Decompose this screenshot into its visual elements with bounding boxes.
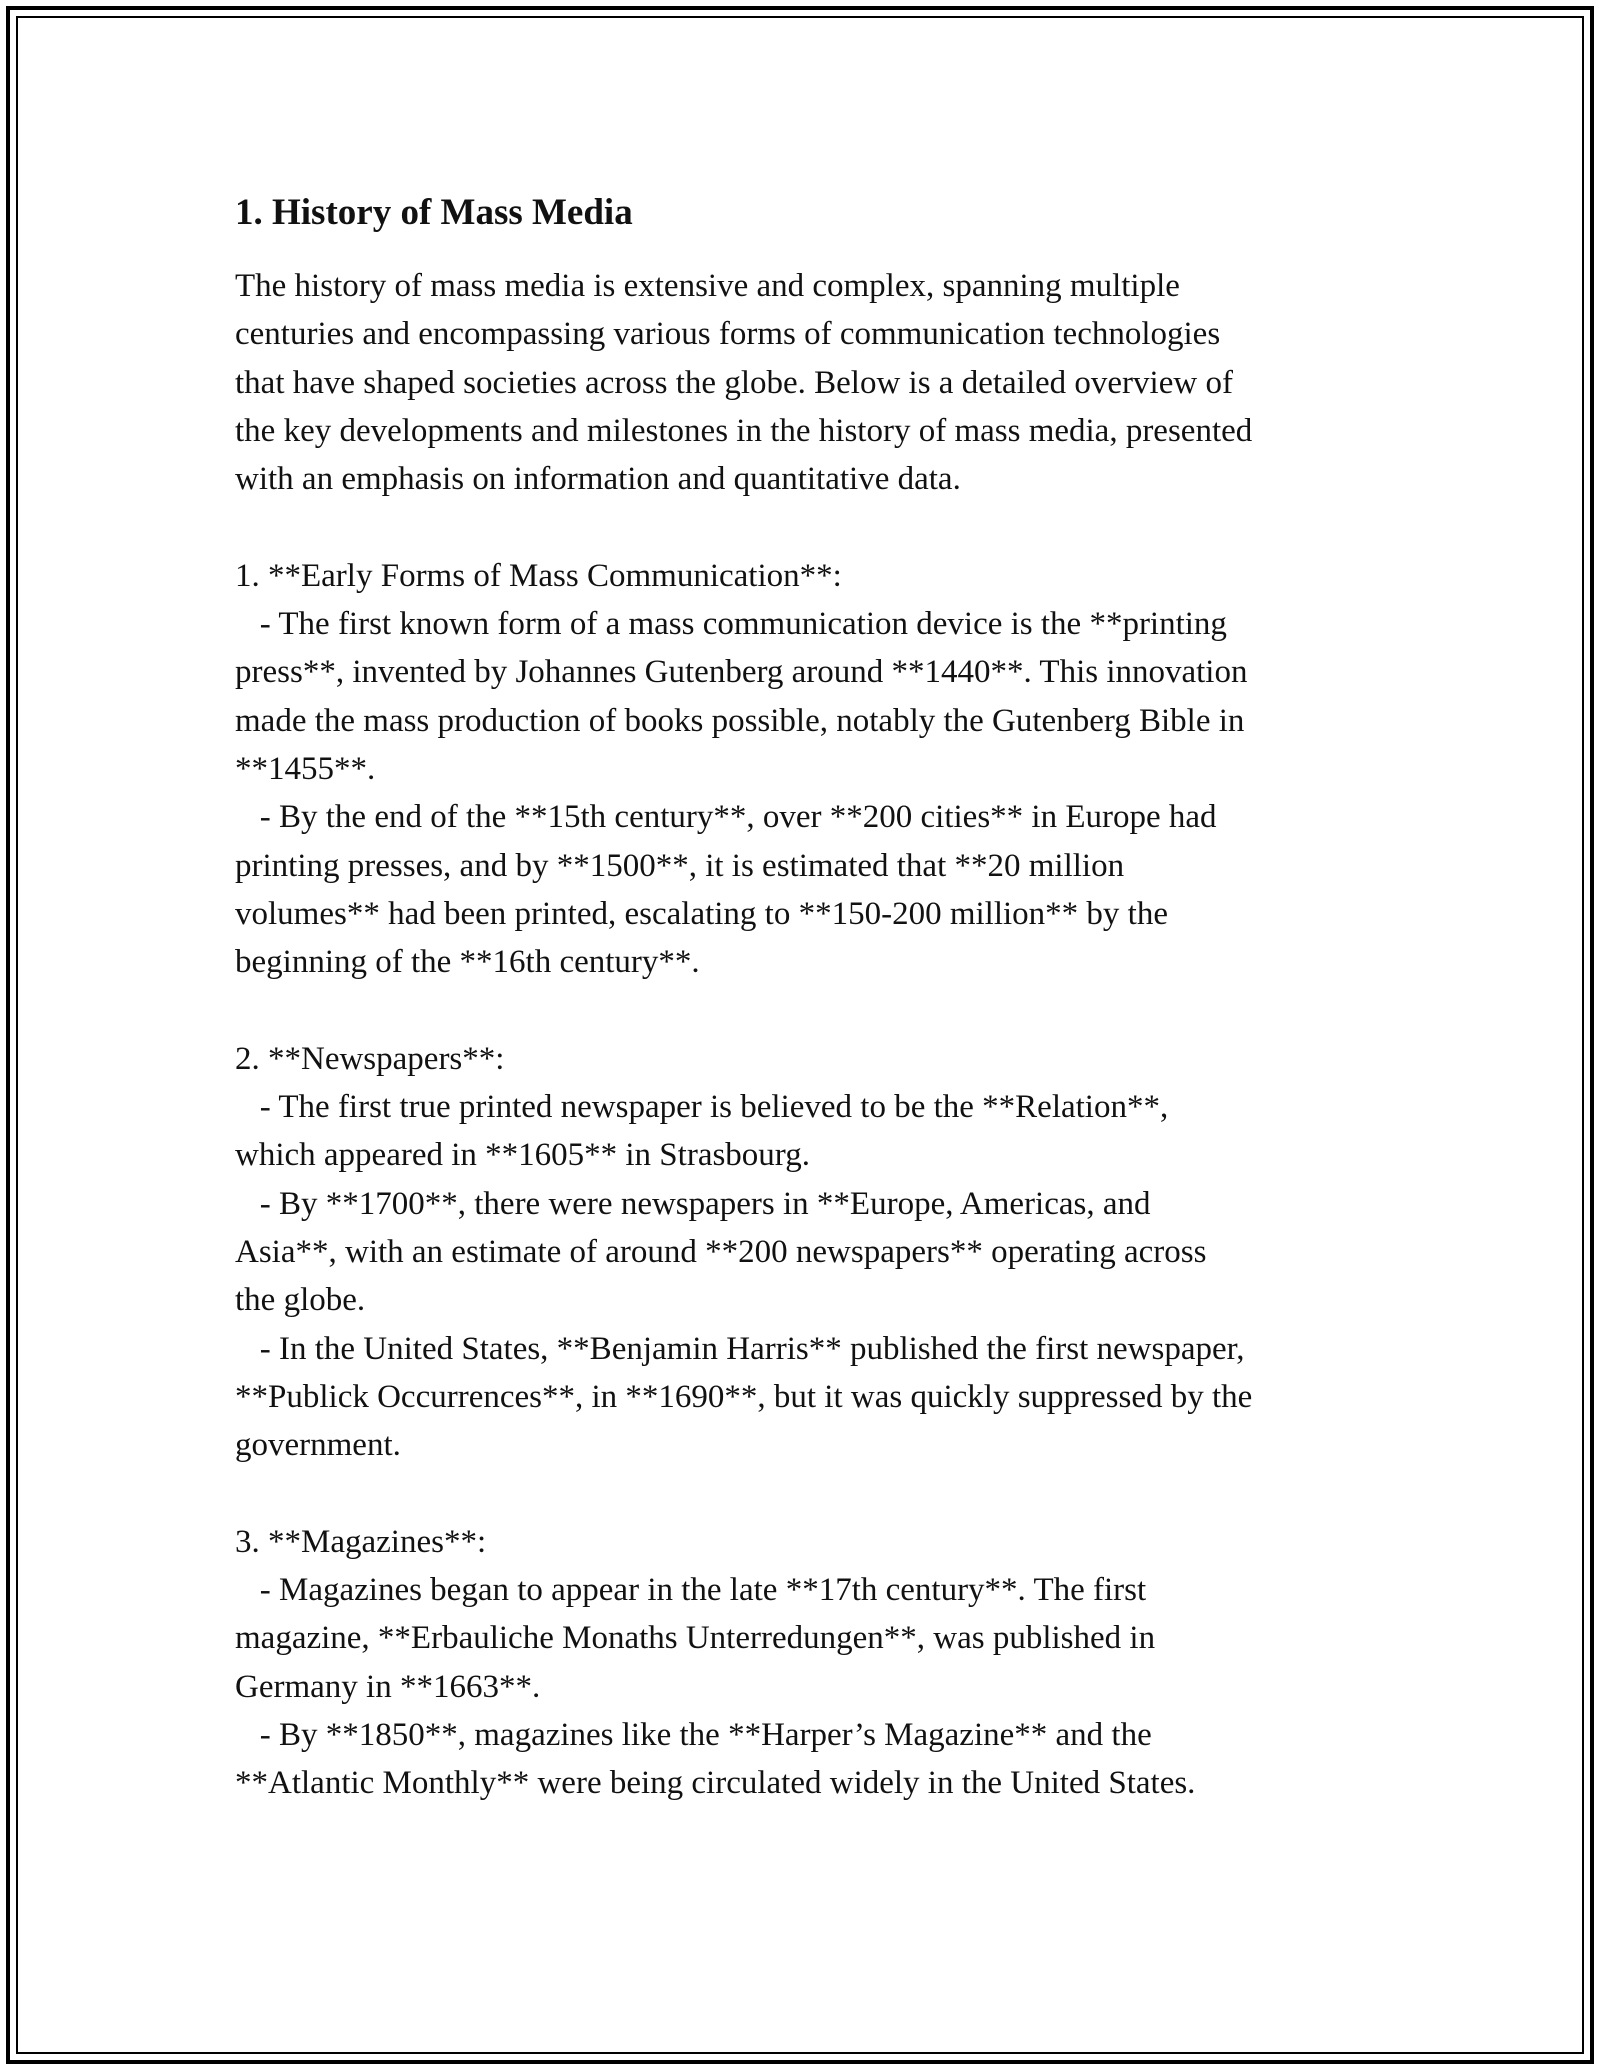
document-content [235,186,1375,1808]
section-body: The history of mass media is extensive and complex, spanning multiple centuries and encompassing various forms of communication technologies that have shaped societies across the globe. Below is a detailed overview of the key developments and milestones in the history of mass media, presented with an emphasis on information and quantitative data. 1. **Early Forms of Mass Communication**: - The first known form of a mass communication device is the **printing press**, invented by Johannes Gutenberg around **1440**. This innovation made the mass production of books possible, notably the Gutenberg Bible in **1455**. - By the end of the **15th century**, over **200 cities** in Europe had printing presses, and by **1500**, it is estimated that **20 million volumes** had been printed, escalating to **150-200 million** by the beginning of the **16th century**. 2. **Newspapers**: - The first true printed newspaper is believed to be the **Relation**, which appeared in **1605** in Strasbourg. - By **1700**, there were newspapers in **Europe, Americas, and Asia**, with an estimate of around **200 newspapers** operating across the globe. - In the United States, **Benjamin Harris** published the first newspaper, **Publick Occurrences**, in **1690**, but it was quickly suppressed by the government. 3. **Magazines**: - Magazines began to appear in the late **17th century**. The first magazine, **Erbauliche Monaths Unterredungen**, was published in Germany in **1663**. - By **1850**, magazines like the **Harper’s Magazine** and the **Atlantic Monthly** were being circulated widely in the United States. [235,268,1253,1802]
section-heading: 1. History of Mass Media [235,192,633,233]
